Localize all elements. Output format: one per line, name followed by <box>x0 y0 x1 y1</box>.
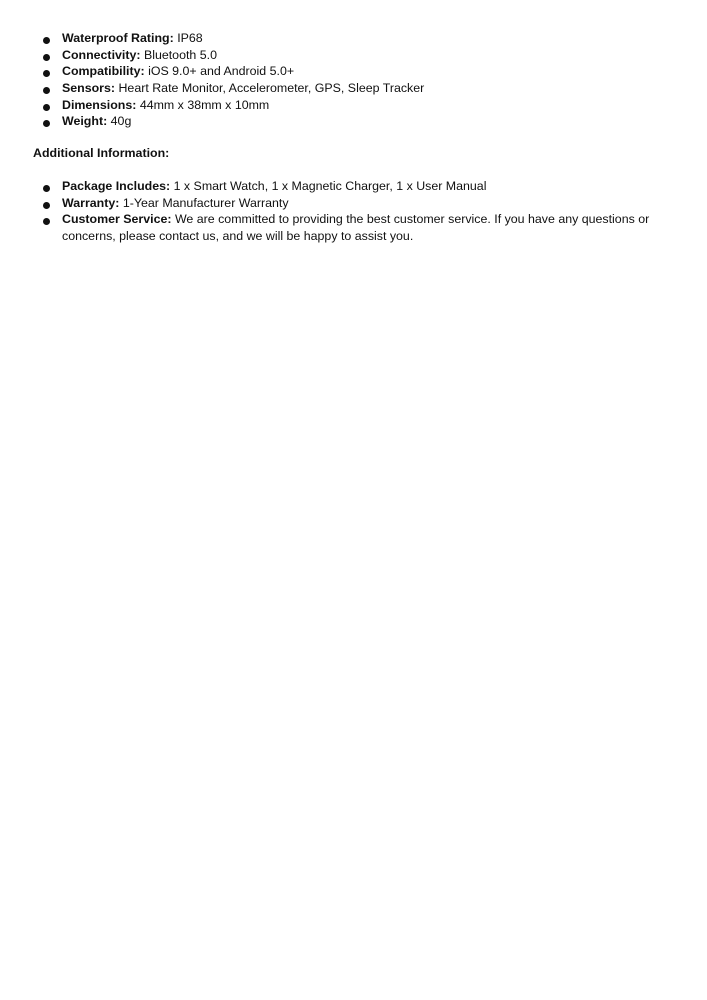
info-item-package-includes <box>40 178 679 195</box>
info-value: We are committed to providing the best customer service. If you have any questions or concerns, please contact us, and we will be happy to assist you. <box>62 212 650 243</box>
spec-label: Sensors: <box>62 81 116 96</box>
specifications-list <box>40 30 679 130</box>
spec-item-waterproof-rating <box>40 30 679 47</box>
spec-value: 40g <box>110 114 132 129</box>
info-item-customer-service <box>40 211 679 244</box>
spec-item-sensors <box>40 80 679 97</box>
info-label: Package Includes: <box>62 179 171 193</box>
spec-label: Dimensions: <box>62 97 137 112</box>
bullet-icon <box>43 202 50 209</box>
spec-item-connectivity <box>40 47 679 64</box>
bullet-icon <box>43 104 50 111</box>
spec-item-compatibility <box>40 63 679 80</box>
bullet-icon <box>43 54 50 61</box>
spec-value: Heart Rate Monitor, Accelerometer, GPS, Sleep Tracker <box>118 81 425 96</box>
info-value: 1-Year Manufacturer Warranty <box>122 195 289 210</box>
bullet-icon <box>43 185 50 192</box>
bullet-icon <box>43 37 50 44</box>
spec-value: iOS 9.0+ and Android 5.0+ <box>148 64 295 79</box>
spec-value: IP68 <box>177 31 203 45</box>
spec-label: Weight: <box>62 114 108 129</box>
spec-label: Compatibility: <box>62 64 145 79</box>
spec-label: Waterproof Rating: <box>62 31 174 45</box>
info-label: Customer Service: <box>62 212 172 227</box>
bullet-icon <box>43 87 50 94</box>
additional-information-heading: Additional Information: <box>33 146 170 160</box>
bullet-icon <box>43 120 50 127</box>
spec-label: Connectivity: <box>62 47 141 62</box>
bullet-icon <box>43 70 50 77</box>
info-item-warranty <box>40 195 679 212</box>
spec-value: 44mm x 38mm x 10mm <box>139 97 270 112</box>
info-value: 1 x Smart Watch, 1 x Magnetic Charger, 1 x User Manual <box>173 179 487 193</box>
additional-information-list <box>40 178 679 245</box>
spec-item-dimensions <box>40 97 679 114</box>
spec-item-weight <box>40 113 679 130</box>
bullet-icon <box>43 218 50 225</box>
info-label: Warranty: <box>62 195 120 210</box>
spec-value: Bluetooth 5.0 <box>143 47 217 62</box>
